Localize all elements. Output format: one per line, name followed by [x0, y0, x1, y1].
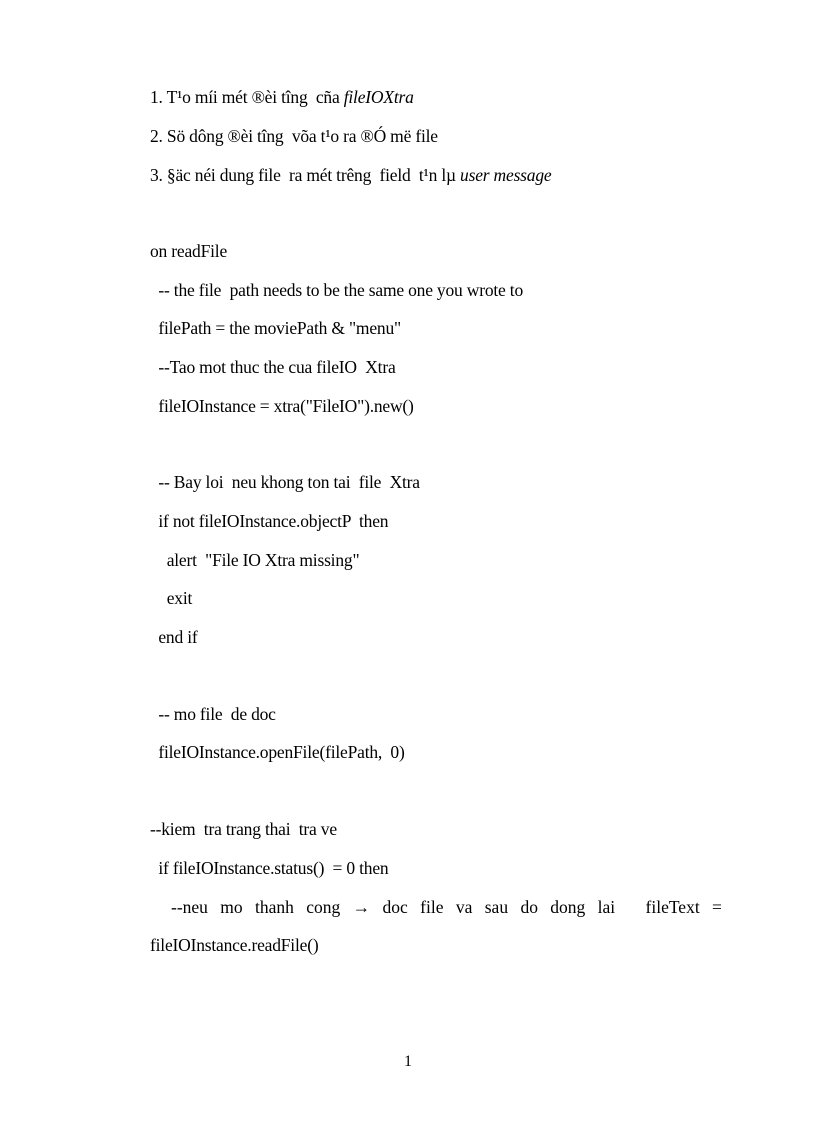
- code-line: filePath = the moviePath & "menu": [150, 318, 401, 338]
- step-1: [150, 86, 414, 108]
- code-word: thanh: [255, 897, 294, 917]
- step-3-text: §äc néi dung file ra mét trêng field t¹n lµ: [166, 165, 461, 185]
- code-word: file: [420, 897, 444, 917]
- step-2: [150, 125, 438, 147]
- code-word: dong: [550, 897, 586, 917]
- code-line: on readFile: [150, 241, 228, 261]
- arrow-right-icon: →: [352, 897, 371, 917]
- step-1-text: T¹o míi mét ®èi tîng cña: [166, 87, 344, 107]
- code-line: alert "File IO Xtra missing": [150, 550, 360, 570]
- code-word: fileText: [645, 897, 700, 917]
- code-line: -- mo file de doc: [150, 704, 276, 724]
- code-word: doc: [382, 897, 408, 917]
- step-1-number: 1.: [150, 87, 163, 107]
- code-word: sau: [484, 897, 509, 917]
- code-line: fileIOInstance = xtra("FileIO").new(): [150, 396, 414, 416]
- code-word: cong: [306, 897, 341, 917]
- code-line: exit: [150, 588, 193, 608]
- wrapped-code-line: [150, 896, 722, 918]
- code-word: do: [520, 897, 538, 917]
- step-3-number: 3.: [150, 165, 163, 185]
- code-word: --neu: [171, 897, 208, 917]
- page-number: 1: [404, 1053, 412, 1070]
- code-line: --Tao mot thuc the cua fileIO Xtra: [150, 357, 396, 377]
- code-line: if fileIOInstance.status() = 0 then: [150, 858, 389, 878]
- code-line: --kiem tra trang thai tra ve: [150, 819, 337, 839]
- step-1-emphasis: fileIOXtra: [343, 87, 414, 107]
- code-line: fileIOInstance.openFile(filePath, 0): [150, 742, 405, 762]
- code-line: -- the file path needs to be the same one you wrote to: [150, 280, 523, 300]
- code-line: -- Bay loi neu khong ton tai file Xtra: [150, 472, 420, 492]
- step-3: [150, 164, 551, 186]
- code-word: va: [455, 897, 473, 917]
- code-word: =: [712, 897, 722, 917]
- code-line: if not fileIOInstance.objectP then: [150, 511, 389, 531]
- code-word: lai: [597, 897, 616, 917]
- step-2-text: Sö dông ®èi tîng võa t¹o ra ®Ó më file: [166, 126, 438, 146]
- step-3-emphasis: user message: [460, 165, 552, 185]
- step-2-number: 2.: [150, 126, 163, 146]
- code-line-continuation: fileIOInstance.readFile(): [150, 935, 319, 955]
- code-line: end if: [150, 627, 198, 647]
- code-word: mo: [220, 897, 243, 917]
